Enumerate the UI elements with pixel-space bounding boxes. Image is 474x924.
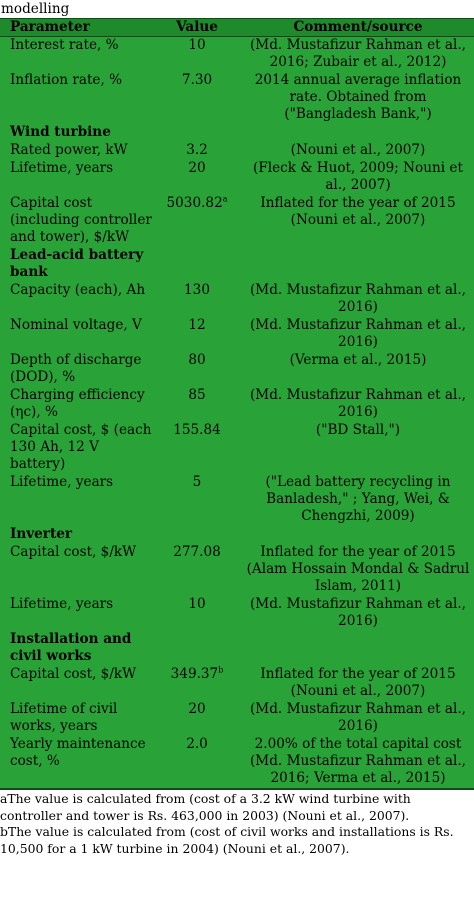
row-comment: (Verma et al., 2015): [289, 352, 427, 368]
section-title: Inverter: [10, 526, 73, 542]
table-row: [0, 736, 474, 788]
row-comment: (Fleck & Huot, 2009; Nouni et al., 2007): [253, 160, 463, 193]
table-caption: modelling: [1, 1, 70, 17]
footnote-b: bThe value is calculated from (cost of civil works and installations is Rs. 10,500 for a 1 kW turbine in 2004) (Nouni et al., 2007).: [0, 824, 454, 856]
section-row: [0, 526, 474, 544]
footnote-marker: a: [222, 194, 228, 204]
row-value: 20: [188, 160, 206, 176]
table-row: [0, 282, 474, 317]
row-comment: (Md. Mustafizur Rahman et al., 2016): [250, 387, 466, 420]
row-parameter: Lifetime, years: [10, 596, 114, 612]
row-comment: Inflated for the year of 2015 (Alam Hossain Mondal & Sadrul Islam, 2011): [246, 544, 470, 594]
parameter-table: [0, 18, 474, 788]
header-comment: Comment/source: [293, 19, 423, 35]
row-parameter: Capital cost, $ (each 130 Ah, 12 V battery): [10, 422, 152, 472]
row-comment: ("Lead battery recycling in Banladesh," ; Yang, Wei, & Chengzhi, 2009): [265, 474, 451, 524]
footnotes: [0, 788, 474, 857]
row-parameter: Depth of discharge (DOD), %: [10, 352, 142, 385]
row-comment: 2014 annual average inflation rate. Obtained from ("Bangladesh Bank,"): [254, 72, 462, 122]
row-value: 10: [188, 596, 206, 612]
section-row: [0, 631, 474, 666]
row-parameter: Capital cost, $/kW: [10, 666, 137, 682]
row-comment: (Md. Mustafizur Rahman et al., 2016): [250, 596, 466, 629]
row-parameter: Rated power, kW: [10, 142, 128, 158]
table-header: [0, 18, 474, 37]
row-comment: (Nouni et al., 2007): [290, 142, 426, 158]
row-value: 20: [188, 701, 206, 717]
row-comment: 2.00% of the total capital cost (Md. Mustafizur Rahman et al., 2016; Verma et al., 2015): [250, 736, 466, 786]
table-row: [0, 160, 474, 195]
row-value: 155.84: [173, 422, 221, 438]
table-row: [0, 596, 474, 631]
row-comment: Inflated for the year of 2015 (Nouni et al., 2007): [260, 195, 456, 228]
row-comment: (Md. Mustafizur Rahman et al., 2016): [250, 282, 466, 315]
row-parameter: Inflation rate, %: [10, 72, 123, 88]
header-parameter: Parameter: [10, 19, 90, 35]
row-comment: (Md. Mustafizur Rahman et al., 2016): [250, 701, 466, 734]
table-row: [0, 544, 474, 596]
table-row: [0, 701, 474, 736]
section-row: [0, 247, 474, 282]
row-parameter: Lifetime, years: [10, 474, 114, 490]
row-parameter: Capital cost, $/kW: [10, 544, 137, 560]
row-parameter: Capital cost (including controller and tower), $/kW: [10, 195, 152, 245]
table-row: [0, 387, 474, 422]
row-value: 85: [188, 387, 206, 403]
section-title: Installation and civil works: [10, 631, 132, 664]
table-row: [0, 474, 474, 526]
table-row: [0, 37, 474, 72]
row-comment: (Md. Mustafizur Rahman et al., 2016; Zubair et al., 2012): [250, 37, 466, 70]
row-value: 5030.82$^a$: [166, 194, 228, 211]
table-row: [0, 195, 474, 247]
footnote-a: aThe value is calculated from (cost of a 3.2 kW wind turbine with controller and tower is Rs. 463,000 in 2003) (Nouni et al., 2007).: [0, 791, 411, 823]
table-row: [0, 317, 474, 352]
row-comment: ("BD Stall,"): [315, 422, 401, 438]
table-row: [0, 142, 474, 160]
footnote-marker: b: [218, 665, 224, 675]
row-value: 12: [188, 317, 206, 333]
row-value: 277.08: [173, 544, 221, 560]
section-title: Lead-acid battery bank: [10, 247, 144, 280]
row-value: 80: [188, 352, 206, 368]
table-row: [0, 422, 474, 474]
row-parameter: Charging efficiency (ηc), %: [10, 387, 145, 420]
table-row: [0, 352, 474, 387]
header-value: Value: [176, 19, 218, 35]
section-title: Wind turbine: [10, 124, 111, 140]
row-parameter: Yearly maintenance cost, %: [10, 736, 146, 769]
row-value: 349.37$^b$: [170, 665, 224, 682]
row-value: 7.30: [181, 72, 213, 88]
row-comment: (Md. Mustafizur Rahman et al., 2016): [250, 317, 466, 350]
row-value: 2.0: [186, 736, 208, 752]
row-value: 130: [184, 282, 210, 298]
table-row: [0, 666, 474, 701]
row-parameter: Capacity (each), Ah: [10, 282, 146, 298]
row-parameter: Lifetime of civil works, years: [10, 701, 118, 734]
row-parameter: Interest rate, %: [10, 37, 119, 53]
section-row: [0, 124, 474, 142]
row-value: 3.2: [186, 142, 208, 158]
row-value: 5: [192, 474, 202, 490]
row-parameter: Lifetime, years: [10, 160, 114, 176]
row-comment: Inflated for the year of 2015 (Nouni et al., 2007): [260, 666, 456, 699]
row-parameter: Nominal voltage, V: [10, 317, 142, 333]
row-value: 10: [188, 37, 206, 53]
table-row: [0, 72, 474, 124]
